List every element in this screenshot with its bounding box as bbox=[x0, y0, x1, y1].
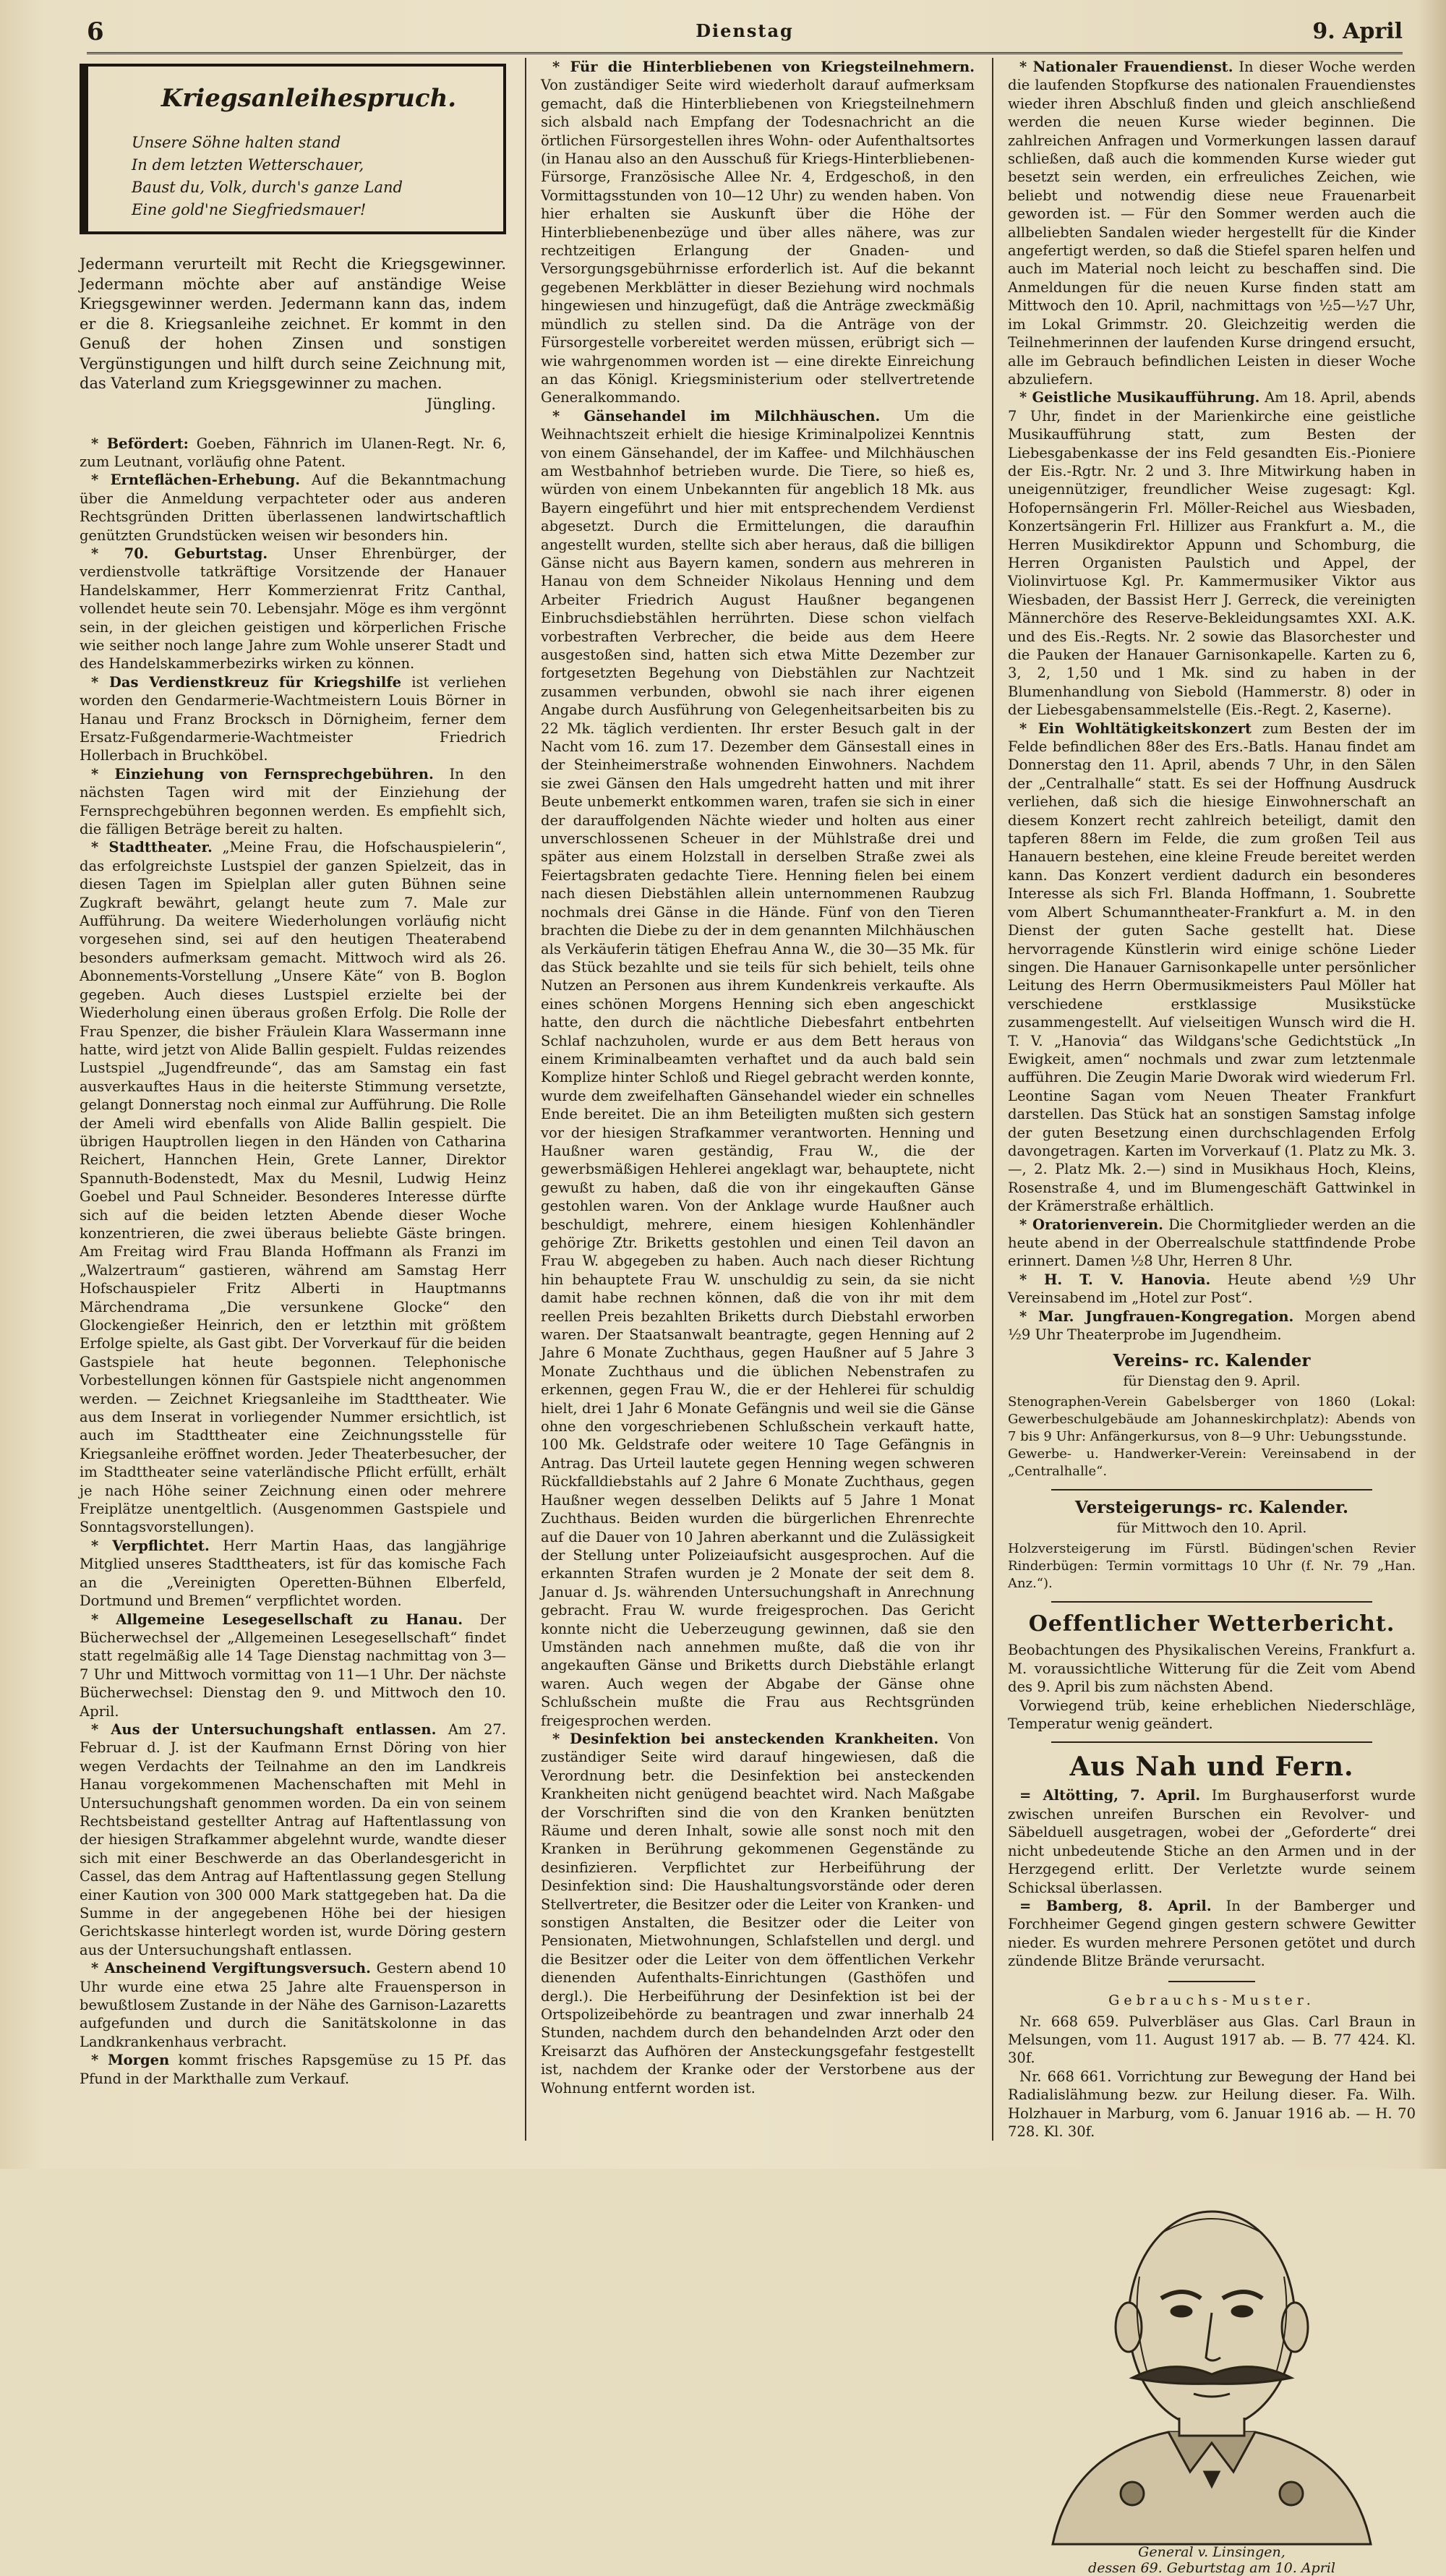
news-item bbox=[1008, 720, 1416, 1216]
news-item bbox=[80, 545, 506, 673]
vereins-calendar bbox=[1008, 1394, 1416, 1480]
news-item-text: Heute abend ½9 Uhr Vereinsabend im „Hotel zur Post“. bbox=[1008, 1271, 1416, 1307]
news-item bbox=[80, 1537, 506, 1611]
news-item-head: * Das Verdienstkreuz für Kriegshilfe bbox=[91, 673, 402, 691]
news-item-head: * Gänsehandel im Milchhäuschen. bbox=[552, 407, 881, 425]
poem-line: Unsere Söhne halten stand bbox=[132, 134, 341, 151]
news-item-head: * 70. Geburtstag. bbox=[91, 545, 268, 562]
news-item-head: * Befördert: bbox=[91, 435, 189, 452]
news-item-text: Im Burghauserforst wurde zwischen unreifen Burschen ein Revolver- und Säbelduell ausgetragen, wobei der „Geforderte“ drei nicht unbedeutende Stiche an den Armen und in der Herzgegend erlitt. Der Verletzte wurde seinem Schicksal überlassen. bbox=[1008, 1787, 1416, 1896]
utility-model-entry: Nr. 668 661. Vorrichtung zur Bewegung der Hand bei Radialislähmung bezw. zur Heilung dieser. Fa. Wilh. Holzhauer in Marburg, vom 6. Januar 1916 ab. — H. 70 728. Kl. 30f. bbox=[1008, 2068, 1416, 2140]
news-item bbox=[80, 1720, 506, 1959]
news-item bbox=[80, 471, 506, 545]
regional-news bbox=[1008, 1786, 1416, 1970]
portrait-caption-sub: dessen 69. Geburtstag am 10. April bbox=[1088, 2560, 1335, 2576]
poem-line: In dem letzten Wetterschauer, bbox=[132, 156, 364, 174]
utility-models bbox=[1008, 2013, 1416, 2141]
news-item-head: * Stadttheater. bbox=[91, 839, 213, 856]
poem-line: Baust du, Volk, durch's ganze Land bbox=[132, 179, 403, 196]
divider bbox=[1168, 1981, 1255, 1982]
news-item bbox=[1008, 1786, 1416, 1896]
regional-news-title: Aus Nah und Fern. bbox=[1069, 1752, 1354, 1783]
news-item bbox=[80, 435, 506, 472]
news-item bbox=[1008, 388, 1416, 719]
news-item-text: ist verliehen worden den Gendarmerie-Wachtmeistern Louis Börner in Hanau und Franz Brocksch in Dörnigheim, ferner dem Ersatz-Fußgendarmerie-Wachtmeister Friedrich Hollerbach in Bruchköbel. bbox=[80, 673, 507, 764]
news-item-text: kommt frisches Rapsgemüse zu 15 Pf. das Pfund in der Markthalle zum Verkauf. bbox=[80, 2052, 506, 2087]
news-item-text: Von zuständiger Seite wird wiederholt darauf aufmerksam gemacht, daß die Hinterbliebenen von Kriegsteilnehmern sich alsbald nach Empfang der Todesnachricht an die örtlichen Fürsorgestellen ihres Wohn- oder Aufenthaltsortes (in Hanau also an den Ausschuß für Kriegs-Hinterbliebenen-Fürsorge, Französische Allee Nr. 4, Erdgeschoß, in den Vormittagsstunden von 10—12 Uhr) zu wenden haben. Von hier erhalten sie Auskunft über die Höhe der Hinterbliebenenbezüge und über alles nähere, was zur rechtzeitigen Erlangung der Gnaden- und Versorgungsgebührnisse erforderlich ist. Auf die bekannt gegebenen Merkblätter in dieser Beziehung wird nochmals hingewiesen und hinzugefügt, daß die Anträge zweckmäßig mündlich zu stellen sind. Da die Anträge von der Fürsorgestelle vorbereitet werden müssen, erübrigt sich — wie wahrgenommen worden ist — eine direkte Einreichung an das Königl. Kriegsministerium oder stellvertretende Generalkommando. bbox=[541, 77, 975, 406]
news-item-text: Am 18. April, abends 7 Uhr, findet in der Marienkirche eine geistliche Musikaufführung statt, zum Besten der Liebesgabenkasse der ins Feld gesandten Eis.-Pioniere der Eis.-Rgtr. Nr. 2 und 3. Ihre Mitwirkung haben in uneigennütziger, freundlicher Weise zugesagt: Kgl. Hofopernsängerin Frl. Möller-Reichel aus Wiesbaden, Konzertsängerin Frl. Hillizer aus Frankfurt a. M., die Herren Musikdirektor Appunn und Schomburg, die Herren Organisten Paulstich und Appel, der Violinvirtuose Kgl. Pr. Kammermusiker Viktor aus Wiesbaden, der Bassist Herr J. Gerreck, die vereinigten Männerchöre des Reserve-Bekleidungsamtes XXI. A.K. und des Eis.-Regts. Nr. 2 sowie das Blasorchester und die Pauken der Hanauer Garnisonkapelle. Karten zu 6, 3, 2, 1,50 und 1 Mk. sind zu haben in der Blumenhandlung von Siebold (Hammerstr. 8) oder in der Liebesgabensammelstelle (Eis.-Regt. 2, Kaserne). bbox=[1008, 389, 1416, 719]
divider bbox=[1051, 1601, 1372, 1603]
news-item-head: * Verpflichtet. bbox=[91, 1537, 210, 1554]
news-item bbox=[541, 58, 975, 407]
column-2 bbox=[541, 58, 975, 2155]
divider bbox=[1051, 1741, 1372, 1743]
news-item bbox=[80, 1611, 506, 1720]
news-item-text: In dieser Woche werden die laufenden Stopfkurse des nationalen Frauendienstes wieder ihren Abschluß finden und gleich anschließend werden die neuen Kurse wieder beginnen. Die zahlreichen Anfragen und Vormerkungen lassen darauf schließen, daß auch die kommenden Kurse wieder gut besetzt sein werden, ein erfreuliches Zeichen, wie beliebt und notwendig diese neue Frauenarbeit geworden ist. — Für den Sommer werden auch die allbeliebten Sandalen wieder hergestellt für die Kinder angefertigt werden, so daß die Stiefel sparen helfen und auch im Material noch leicht zu beschaffen sind. Die Anmeldungen für die neuen Kurse finden statt am Mittwoch den 10. April, nachmittags von ½5—½7 Uhr, im Lokal Grimmstr. 20. Gleichzeitig werden die Teilnehmerinnen der laufenden Kurse dringend ersucht, alle im Gebrauch befindlichen Leisten in dieser Woche abzuliefern. bbox=[1008, 59, 1416, 388]
news-item-head: * Nationaler Frauendienst. bbox=[1019, 59, 1233, 75]
header-day: Dienstag bbox=[696, 20, 794, 41]
news-item-text: zum Besten der im Felde befindlichen 88er des Ers.-Batls. Hanau findet am Donnerstag den 11. April, abends 7 Uhr, in den Sälen der „Centralhalle“ statt. Es sei der Hoffnung Ausdruck verliehen, daß sich die hiesige Einwohnerschaft an diesem Konzert recht zahlreich beteiligt, damit den tapferen 88ern im Felde, die zum großen Teil aus Hanauern bestehen, eine kleine Freude bereitet werden kann. Das Konzert verdient dadurch ein besonderes Interesse als sich Frl. Blanda Hoffmann, 1. Soubrette vom Albert Schumanntheater-Frankfurt a. M. in den Dienst der guten Sache gestellt hat. Diese hervorragende Künstlerin wird einige schöne Lieder singen. Die Hanauer Garnisonkapelle unter persönlicher Leitung des Herrn Obermusikmeisters Paul Möller hat verschiedene erstklassige Musikstücke zusammengestellt. Auf vielseitigen Wunsch wird die H. T. V. „Hanovia“ das Wildgans'sche Gedichtstück „In Ewigkeit, amen“ nochmals und zwar zum letztenmale aufführen. Die Zeugin Marie Dworak wird wiederum Frl. Leontine Sagan vom Neuen Theater Frankfurt darstellen. Das Stück hat an sonstigen Samstag infolge der guten Besetzung einen durchschlagenden Erfolg davongetragen. Karten im Vorverkauf (1. Platz zu Mk. 3.—, 2. Platz Mk. 2.—) sind in Musikhaus Hoch, Kleins, Rosenstraße 4, und im Blumengeschäft Gattwinkel in der Krämerstraße erhältlich. bbox=[1008, 720, 1416, 1215]
news-item bbox=[1008, 1216, 1416, 1271]
war-loan-appeal: Jedermann verurteilt mit Recht die Kriegsgewinner. Jedermann möchte aber auf anständige Weise Kriegsgewinner werden. Jedermann kann das, indem er die 8. Kriegsanleihe zeichnet. Er kommt in den Genuß der hohen Zinsen und sonstigen Vergünstigungen und hilft durch seine Zeichnung mit, das Vaterland zum Kriegsgewinner zu machen. bbox=[80, 255, 506, 392]
news-item-head: * Desinfektion bei ansteckenden Krankheiten. bbox=[552, 1730, 939, 1747]
calendar-entry: Holzversteigerung im Fürstl. Büdingen'schen Revier Rinderbügen: Termin vormittags 10 Uhr (f. Nr. 79 „Han. Anz.“). bbox=[1008, 1541, 1416, 1592]
local-news bbox=[1008, 58, 1416, 1344]
news-item-head: * H. T. V. Hanovia. bbox=[1019, 1271, 1211, 1288]
utility-models-title: Gebrauchs-Muster. bbox=[1108, 1992, 1315, 2008]
news-item bbox=[80, 2051, 506, 2088]
utility-model-entry: Nr. 668 659. Pulverbläser aus Glas. Carl Braun in Melsungen, vom 11. August 1917 ab. — B. 77 424. Kl. 30f. bbox=[1008, 2013, 1416, 2067]
appeal-signature: Jüngling. bbox=[427, 395, 496, 413]
news-item-head: = Bamberg, 8. April. bbox=[1019, 1897, 1212, 1914]
news-item-head: * Anscheinend Vergiftungsversuch. bbox=[91, 1960, 371, 1977]
news-item-text: Die Chormitglieder werden an die heute abend in der Oberrealschule stattfindende Probe erinnert. Damen ½8 Uhr, Herren 8 Uhr. bbox=[1008, 1216, 1416, 1270]
header-date: 9. April bbox=[1312, 19, 1403, 44]
local-news bbox=[541, 58, 975, 2097]
news-item-head: = Altötting, 7. April. bbox=[1019, 1787, 1201, 1804]
news-item-head: * Allgemeine Lesegesellschaft zu Hanau. bbox=[91, 1611, 463, 1628]
news-item-text: Herr Martin Haas, das langjährige Mitglied unseres Stadttheaters, ist für das komische Fach an die „Vereinigten Operetten-Bühnen Elberfeld, Dortmund und Bremen“ verpflichtet worden. bbox=[80, 1537, 506, 1610]
vereins-calendar-date: für Dienstag den 9. April. bbox=[1123, 1373, 1301, 1390]
news-item bbox=[541, 1730, 975, 2097]
auction-calendar-date: für Mittwoch den 10. April. bbox=[1116, 1520, 1307, 1537]
news-item-head: * Geistliche Musikaufführung. bbox=[1019, 389, 1260, 406]
news-item-text: Goeben, Fähnrich im Ulanen-Regt. Nr. 6, zum Leutnant, vorläufig ohne Patent. bbox=[80, 435, 506, 470]
poem-line: Eine gold'ne Siegfriedsmauer! bbox=[132, 201, 367, 218]
news-item bbox=[1008, 1271, 1416, 1308]
news-item-text: Der Bücherwechsel der „Allgemeinen Lesegesellschaft“ findet statt regelmäßig alle 14 Tage Dienstag nachmittag von 3—7 Uhr und Mittwoch vormittag von 11—1 Uhr. Der nächste Bücherwechsel: Dienstag den 9. und Mittwoch den 10. April. bbox=[80, 1611, 506, 1720]
news-item bbox=[1008, 58, 1416, 388]
auction-calendar-title: Versteigerungs- rc. Kalender. bbox=[1074, 1498, 1349, 1518]
vereins-calendar-title: Vereins- rc. Kalender bbox=[1113, 1351, 1311, 1371]
calendar-entry: Gewerbe- u. Handwerker-Verein: Vereinsabend in der „Centralhalle“. bbox=[1008, 1446, 1416, 1480]
news-item bbox=[1008, 1308, 1416, 1344]
news-item-text: Am 27. Februar d. J. ist der Kaufmann Ernst Döring von hier wegen Verdachts der Teilnahme an den im Landkreis Hanau vorgekommenen Machenschaften mit Mehl in Untersuchungshaft genommen worden. Da ein von seinem Rechtsbeistand gestellter Antrag auf Haftentlassung von der hiesigen Strafkammer abgelehnt wurde, wandte dieser sich mit einer Beschwerde an das Oberlandesgericht in Cassel, das dem Antrag auf Haftentlassung gegen Stellung einer Kaution von 300 000 Mark stattgegeben hat. Da die Summe in der angegebenen Höhe bei der hiesigen Gerichtskasse hinterlegt worden ist, wurde Döring gestern aus der Untersuchungshaft entlassen. bbox=[80, 1720, 506, 1958]
news-item bbox=[1008, 1897, 1416, 1971]
news-item-head: * Morgen bbox=[91, 2052, 170, 2069]
news-item-head: * Oratorienverein. bbox=[1019, 1216, 1163, 1233]
news-item-text: Gestern abend 10 Uhr wurde eine etwa 25 Jahre alte Frauensperson in bewußtlosem Zustande in der Nähe des Garnison-Lazaretts aufgefunden und durch die Sanitätskolonne in das Landkrankenhaus verbracht. bbox=[80, 1960, 506, 2050]
calendar-entry: Stenographen-Verein Gabelsberger von 1860 (Lokal: Gewerbeschulgebäude am Johanneskirchplatz): Abends von 7 bis 9 Uhr: Anfängerkursus, von 8—9 Uhr: Uebungsstunde. bbox=[1008, 1394, 1416, 1445]
weather-report-title: Oeffentlicher Wetterbericht. bbox=[1028, 1611, 1395, 1637]
news-item-text: „Meine Frau, die Hofschauspielerin“, das erfolgreichste Lustspiel der ganzen Spielzeit, das in diesen Tagen im Spielplan aller guten Bühnen seine Zugkraft bewährt, gelangt heute zum 7. Male zur Aufführung. Da weitere Wiederholungen vorläufig nicht vorgesehen sind, sei auf den heutigen Theaterabend besonders aufmerksam gemacht. Mittwoch wird als 26. Abonnements-Vorstellung „Unsere Käte“ von B. Boglon gegeben. Auch dieses Lustspiel erzielte bei der Wiederholung einen überaus großen Erfolg. Die Rolle der Frau Spenzer, die bisher Fräulein Klara Wassermann inne hatte, wird jetzt von Alide Ballin gespielt. Fuldas reizendes Lustspiel „Jugendfreunde“, das am Samstag ein fast ausverkauftes Haus in die heiterste Stimmung versetzte, gelangt Donnerstag noch einmal zur Aufführung. Die Rolle der Ameli wird ebenfalls von Alide Ballin gespielt. Die übrigen Hauptrollen liegen in den Händen von Catharina Reichert, Hannchen Hein, Grete Lanner, Direktor Spannuth-Bodenstedt, Max du Mesnil, Ludwig Heinz Goebel und Paul Schneider. Besonderes Interesse dürfte sich auf die beiden letzten Abende dieser Woche konzentrieren, die zwei überaus beliebte Gäste bringen. Am Freitag wird Frau Blanda Hoffmann als Franzi im „Walzertraum“ gastieren, während am Samstag Herr Hofschauspieler Fritz Alberti in Hauptmanns Märchendrama „Die versunkene Glocke“ den Glockengießer Heinrich, den er letzthin mit größtem Erfolge spielte, als Gast gibt. Der Vorverkauf für die beiden Gastspiele hat heute begonnen. Telephonische Vorbestellungen können für Gastspiele nicht angenommen werden. — Zeichnet Kriegsanleihe im Stadttheater. Wie aus dem Inserat in vorliegender Nummer ersichtlich, ist auch im Stadttheater eine Zeichnungsstelle für Kriegsanleihe eröffnet worden. Jeder Theaterbesucher, der im Stadttheater seine vaterländische Pflicht erfüllt, erhält je nach Höhe seiner Zeichnung einen oder mehrere Freiplätze unentgeltlich. (Ausgenommen Gastspiele und Sonntagsvorstellungen). bbox=[80, 839, 507, 1536]
news-item-text: In den nächsten Tagen wird mit der Einziehung der Fernsprechgebühren begonnen werden. Es empfiehlt sich, die fälligen Beträge bereit zu halten. bbox=[80, 765, 506, 838]
news-item bbox=[80, 838, 506, 1536]
weather-source: Beobachtungen des Physikalischen Vereins, Frankfurt a. M. voraussichtliche Witterung für die Zeit vom Abend des 9. April bis zum nächsten Abend. bbox=[1008, 1642, 1416, 1696]
page-number: 6 bbox=[87, 17, 104, 46]
column-3 bbox=[1008, 58, 1416, 2576]
news-item-text: Auf die Bekanntmachung über die Anmeldung verpachteter oder aus anderen Rechtsgründen Dritten überlassenen landwirtschaftlich genützten Grundstücken weisen wir besonders hin. bbox=[80, 472, 507, 544]
column-1 bbox=[80, 58, 506, 2155]
news-item bbox=[80, 765, 506, 839]
news-item-text: Unser Ehrenbürger, der verdienstvolle tatkräftige Vorsitzende der Hanauer Handelskammer, Herr Kommerzienrat Fritz Canthal, vollendet heute sein 70. Lebensjahr. Möge es ihm vergönnt sein, in der gleichen geistigen und körperlichen Frische wie seither noch lange Jahre zum Wohle unserer Stadt und des Handelskammerbezirks wirken zu können. bbox=[80, 545, 506, 673]
news-item-head: * Ernteflächen-Erhebung. bbox=[91, 472, 300, 489]
auction-calendar bbox=[1008, 1540, 1416, 1592]
divider bbox=[1051, 1489, 1372, 1490]
poem-title: Kriegsanleihespruch. bbox=[161, 84, 457, 113]
weather-report bbox=[1008, 1641, 1416, 1733]
column-rule bbox=[525, 58, 526, 2141]
portrait-caption: General v. Linsingen, bbox=[1138, 2544, 1285, 2561]
news-item-text: Morgen abend ½9 Uhr Theaterprobe im Jugendheim. bbox=[1008, 1308, 1416, 1344]
weather-forecast: Vorwiegend trüb, keine erheblichen Niederschläge, Temperatur wenig geändert. bbox=[1008, 1697, 1416, 1733]
news-item-text: Um die Weihnachtszeit erhielt die hiesige Kriminalpolizei Kenntnis von einem Gänsehandel, der im Kaffee- und Milchhäuschen am Westbahnhof betrieben wurde. Die Tiere, so hieß es, würden von einem Unbekannten für angeblich 18 Mk. aus Bayern eingeführt und hier mit entsprechendem Verdienst abgesetzt. Durch die Ermittelungen, die daraufhin angestellt wurden, stellte sich aber heraus, daß die billigen Gänse nicht aus Bayern kamen, sondern aus mehreren in Hanau von dem Schneider Nikolaus Henning und dem Arbeiter Friedrich August Haußner begangenen Einbruchsdiebstählen herrührten. Diese schon vielfach vorbestraften Verbrecher, die beide aus dem Heere ausgestoßen sind, hatten sich etwa Mitte Dezember zur fortgesetzten Begehung von Diebstählen zur Nachtzeit zusammen verbunden, obwohl sie nach ihrer eigenen Angabe durch Ausführung von Gelegenheitsarbeiten bis zu 22 Mk. täglich verdienten. Ihr erster Besuch galt in der Nacht vom 16. zum 17. Dezember dem Gänsestall eines in der Steinheimerstraße wohnenden Einwohners. Nachdem sie zwei Gänsen den Hals umgedreht hatten und mit ihrer Beute unbemerkt entkommen waren, trafen sie sich in einer der darauffolgenden Nächte wieder und holten aus einer unverschlossenen Scheuer in der Mühlstraße drei und später aus einem Holzstall in derselben Straße zwei als Feiertagsbraten gedachte Tiere. Henning fielen bei einem nach diesen Diebstählen allein unternommenen Raubzug nochmals drei Gänse in die Hände. Fünf von den Tieren brachten die Diebe zu der in dem genannten Milchhäuschen als Verkäuferin tätigen Ehefrau Anna W., die 30—35 Mk. für das Stück bezahlte und sie teils für sich behielt, teils ohne Nutzen an Personen aus ihrem Kundenkreis verkaufte. Als eines schönen Morgens Henning sich eben angeschickt hatte, den durch die nächtliche Diebesfahrt entbehrten Schlaf nachzuholen, wurde er aus dem Bett heraus von einem Kriminalbeamten verhaftet und da auch bald sein Komplize hinter Schloß und Riegel gebracht werden konnte, wurde dem zweifelhaften Gänsehandel wieder ein schnelles Ende bereitet. Die an ihm Beteiligten mußten sich gestern vor der hiesigen Strafkammer verantworten. Henning und Haußner waren geständig, Frau W., die der gewerbsmäßigen Hehlerei angeklagt war, behauptete, nicht gewußt zu haben, daß die von ihr eingekauften Gänse gestohlen waren. Von der Anklage wurde Haußner auch beschuldigt, mehrere, einem hiesigen Kohlenhändler gehörige Ztr. Briketts gestohlen und einen Teil davon an Frau W. abgegeben zu haben. Auch nach dieser Richtung hin behauptete Frau W. unschuldig zu sein, da sie nicht damit habe rechnen können, daß die von ihr mit dem reellen Preis bezahlten Briketts durch Diebstahl erworben waren. Der Staatsanwalt beantragte, gegen Henning auf 2 Jahre 6 Monate Zuchthaus, gegen Haußner auf 5 Jahre 3 Monate Zuchthaus und die üblichen Nebenstrafen zu erkennen, gegen Frau W., die er der Hehlerei für schuldig hielt, drei 1 Jahr 6 Monate Gefängnis und weil sie die Gänse ohne den vorgeschriebenen Schlußschein verkauft hatte, 100 Mk. Geldstrafe oder weitere 10 Tage Gefängnis in Antrag. Das Urteil lautete gegen Henning wegen schweren Rückfalldiebstahls auf 2 Jahre 6 Monate Zuchthaus, gegen Haußner wegen desselben Delikts auf 5 Jahre 1 Monat Zuchthaus. Beiden wurden die bürgerlichen Ehrenrechte auf die Dauer von 10 Jahren aberkannt und die Zulässigkeit der Stellung unter Polizeiaufsicht ausgesprochen. Auf die erkannten Strafen wurden je 2 Monate der seit dem 8. Januar d. Js. währenden Untersuchungshaft in Anrechnung gebracht. Frau W. wurde freigesprochen. Das Gericht konnte nicht die Ueberzeugung gewinnen, daß sie den Umständen nach annehmen mußte, daß die von ihr angekauften Gänse und Briketts durch Diebstähle erlangt waren. Auch wegen der Abgabe der Gänse ohne Schlußschein mußte die Frau aus Rechtsgründen freigesprochen werden. bbox=[541, 407, 975, 1729]
column-rule bbox=[992, 58, 993, 2141]
news-item-text: Von zuständiger Seite wird darauf hingewiesen, daß die Verordnung betr. die Desinfektion bei ansteckenden Krankheiten nicht genügend beachtet wird. Nach Maßgabe der Vorschriften sind die von den Kranken benützten Räume und deren Inhalt, sowie alle sonst noch mit den Kranken in Berührung gekommenen Gegenstände zu desinfizieren. Verpflichtet zur Herbeiführung der Desinfektion sind: Die Haushaltungsvorstände oder deren Stellvertreter, die Besitzer oder die Leiter von Kranken- und sonstigen Anstalten, die Besitzer oder die Leiter von Pensionaten, Mietwohnungen, Schlafstellen und dergl. und die Besitzer oder die Leiter von dem öffentlichen Verkehr dienenden Aufenthalts-Einrichtungen (Gasthöfen und dergl.). Die Herbeiführung der Desinfektion ist bei der Ortspolizeibehörde zu beantragen und zwar innerhalb 24 Stunden, nachdem durch den behandelnden Arzt oder den Kreisarzt das Aufhören der Ansteckungsgefahr festgestellt ist, nachdem der Kranke oder der Verstorbene aus der Wohnung entfernt worden ist. bbox=[541, 1730, 975, 2097]
news-item-head: * Mar. Jungfrauen-Kongregation. bbox=[1019, 1308, 1294, 1325]
news-item-text: In der Bamberger und Forchheimer Gegend gingen gestern schwere Gewitter nieder. Es wurden mehrere Personen getötet und durch zündende Blitze Brände verursacht. bbox=[1008, 1897, 1416, 1970]
news-item-head: * Aus der Untersuchungshaft entlassen. bbox=[91, 1720, 437, 1738]
news-item bbox=[80, 673, 506, 765]
news-item bbox=[80, 1959, 506, 2051]
news-item bbox=[541, 407, 975, 1730]
news-item-head: * Einziehung von Fernsprechgebühren. bbox=[91, 765, 434, 782]
page-header bbox=[87, 16, 1403, 54]
general-portrait bbox=[1024, 2168, 1400, 2544]
portrait-drawing bbox=[1024, 2168, 1400, 2544]
news-item-head: * Ein Wohltätigkeitskonzert bbox=[1019, 720, 1252, 737]
news-item-head: * Für die Hinterbliebenen von Kriegsteilnehmern. bbox=[552, 59, 975, 75]
poem-box bbox=[80, 64, 506, 234]
local-news bbox=[80, 435, 506, 2089]
